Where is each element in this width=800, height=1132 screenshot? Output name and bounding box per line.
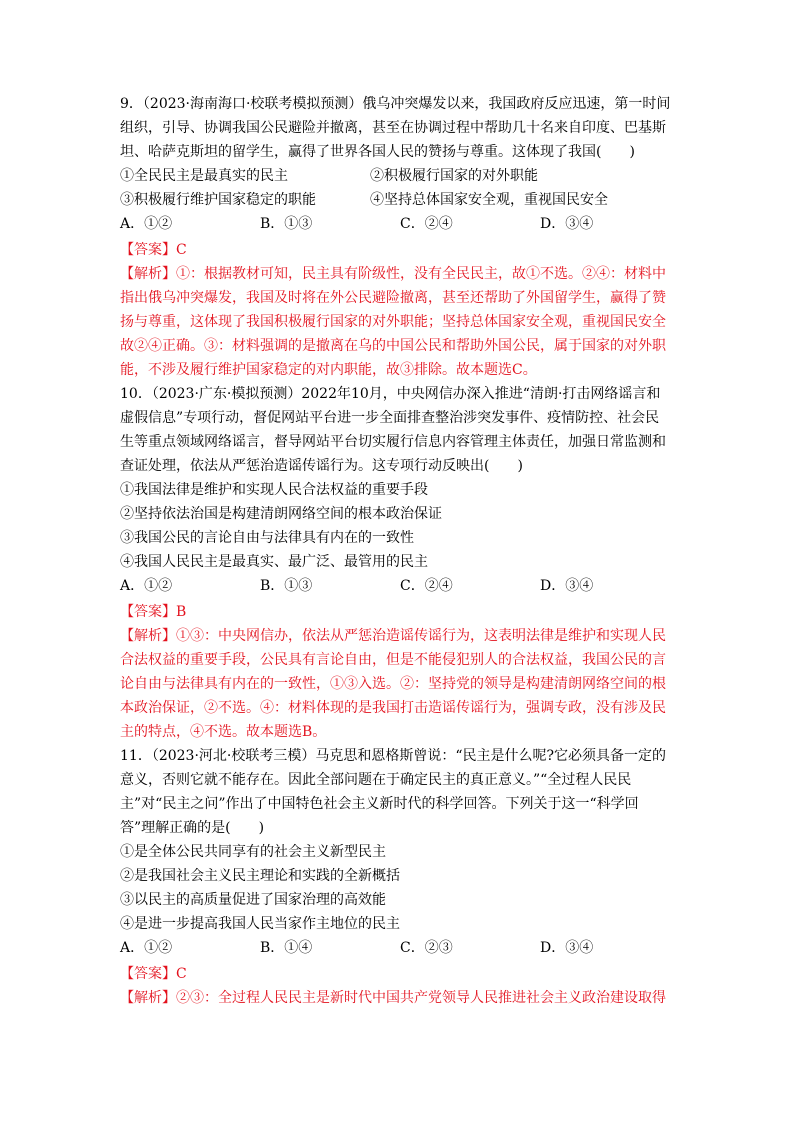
question-stem-line: 10．（2023·广东·模拟预测）2022年10月，中央网信办深入推进“清朗·打击网络谣言和 xyxy=(120,386,661,402)
analysis-line: 【解析】①③：中央网信办，依法从严惩治造谣传谣行为，这表明法律是维护和实现人民 xyxy=(120,628,666,644)
analysis-line: 主的特点，④不选。故本题选B。 xyxy=(120,724,327,740)
statement-row xyxy=(120,164,690,188)
answer-options xyxy=(120,212,690,236)
answer-options xyxy=(120,574,690,598)
option-b: B．①④ xyxy=(260,940,313,956)
question-stem-line: 查证处理，依法从严惩治造谣传谣行为。这专项行动反映出( ) xyxy=(120,458,523,474)
question-10 xyxy=(120,382,690,744)
analysis-line: 扬与尊重，这体现了我国积极履行国家的对外职能；坚持总体国家安全观，重视国民安全 xyxy=(120,314,666,330)
question-stem-line: 坦、哈萨克斯坦的留学生，赢得了世界各国人民的赞扬与尊重。这体现了我国( ) xyxy=(120,144,635,160)
analysis-line: 论自由与法律具有内在的一致性，①③入选。②：坚持党的领导是构建清朗网络空间的根 xyxy=(120,676,666,692)
option-c: C．②④ xyxy=(400,216,453,232)
option-a: A．①② xyxy=(120,216,173,232)
analysis-line: 故②④正确。③：材料强调的是撤离在乌的中国公民和帮助外国公民，属于国家的对外职 xyxy=(120,338,666,354)
statement-row xyxy=(120,188,690,212)
statement-item: ①是全体公民共同享有的社会主义新型民主 xyxy=(120,844,386,860)
question-9 xyxy=(120,92,690,382)
option-d: D．③④ xyxy=(540,940,594,956)
option-c: C．②④ xyxy=(400,578,453,594)
analysis-line: 【解析】②③：全过程人民民主是新时代中国共产党领导人民推进社会主义政治建设取得 xyxy=(120,990,666,1006)
statement-item: ③积极履行维护国家稳定的职能 xyxy=(120,192,316,208)
option-b: B．①③ xyxy=(260,578,313,594)
statement-item: ④坚持总体国家安全观，重视国民安全 xyxy=(370,192,608,208)
analysis-line: 【解析】①：根据教材可知，民主具有阶级性，没有全民民主，故①不选。②④：材料中 xyxy=(120,266,666,282)
statement-item: ①我国法律是维护和实现人民合法权益的重要手段 xyxy=(120,482,428,498)
statement-item: ②积极履行国家的对外职能 xyxy=(370,168,538,184)
analysis-line: 本政治保证，②不选。④：材料体现的是我国打击造谣传谣行为，强调专政，没有涉及民 xyxy=(120,700,666,716)
statement-item: ③我国公民的言论自由与法律具有内在的一致性 xyxy=(120,530,414,546)
statement-item: ③以民主的高质量促进了国家治理的高效能 xyxy=(120,892,386,908)
answer-key: 【答案】C xyxy=(120,966,187,982)
answer-key: 【答案】B xyxy=(120,604,187,620)
question-stem-line: 意义，否则它就不能存在。因此全部问题在于确定民主的真正意义。”“全过程人民民 xyxy=(120,772,632,788)
question-stem-line: 虚假信息”专项行动，督促网站平台进一步全面排查整治涉突发事件、疫情防控、社会民 xyxy=(120,410,660,426)
page-content xyxy=(120,92,690,1010)
option-d: D．③④ xyxy=(540,578,594,594)
statement-item: ①全民民主是最真实的民主 xyxy=(120,168,288,184)
question-stem-line: 组织，引导、协调我国公民避险并撤离，甚至在协调过程中帮助几十名来自印度、巴基斯 xyxy=(120,120,666,136)
statement-item: ②坚持依法治国是构建清朗网络空间的根本政治保证 xyxy=(120,506,442,522)
analysis-line: 指出俄乌冲突爆发，我国及时将在外公民避险撤离，甚至还帮助了外国留学生，赢得了赞 xyxy=(120,290,666,306)
question-stem-line: 11．（2023·河北·校联考三模）马克思和恩格斯曾说：“民主是什么呢?它必须具备一定的 xyxy=(120,748,667,764)
analysis-line: 合法权益的重要手段，公民具有言论自由，但是不能侵犯别人的合法权益，我国公民的言 xyxy=(120,652,666,668)
statement-item: ②是我国社会主义民主理论和实践的全新概括 xyxy=(120,868,400,884)
answer-key: 【答案】C xyxy=(120,242,187,258)
question-stem-line: 主”对“民主之问”作出了中国特色社会主义新时代的科学回答。下列关于这一“科学回 xyxy=(120,796,639,812)
option-a: A．①② xyxy=(120,940,173,956)
statement-item: ④是进一步提高我国人民当家作主地位的民主 xyxy=(120,916,400,932)
option-a: A．①② xyxy=(120,578,173,594)
option-b: B．①③ xyxy=(260,216,313,232)
question-stem-line: 生等重点领域网络谣言，督导网站平台切实履行信息内容管理主体责任，加强日常监测和 xyxy=(120,434,666,450)
option-d: D．③④ xyxy=(540,216,594,232)
question-stem-line: 答”理解正确的是( ) xyxy=(120,820,265,836)
option-c: C．②③ xyxy=(400,940,453,956)
analysis-line: 能，不涉及履行维护国家稳定的对内职能，故③排除。故本题选C。 xyxy=(120,362,537,378)
answer-options xyxy=(120,936,690,960)
statement-item: ④我国人民民主是最真实、最广泛、最管用的民主 xyxy=(120,554,428,570)
question-stem-line: 9．（2023·海南海口·校联考模拟预测）俄乌冲突爆发以来，我国政府反应迅速，第一时间 xyxy=(120,96,671,112)
question-11 xyxy=(120,744,690,1010)
